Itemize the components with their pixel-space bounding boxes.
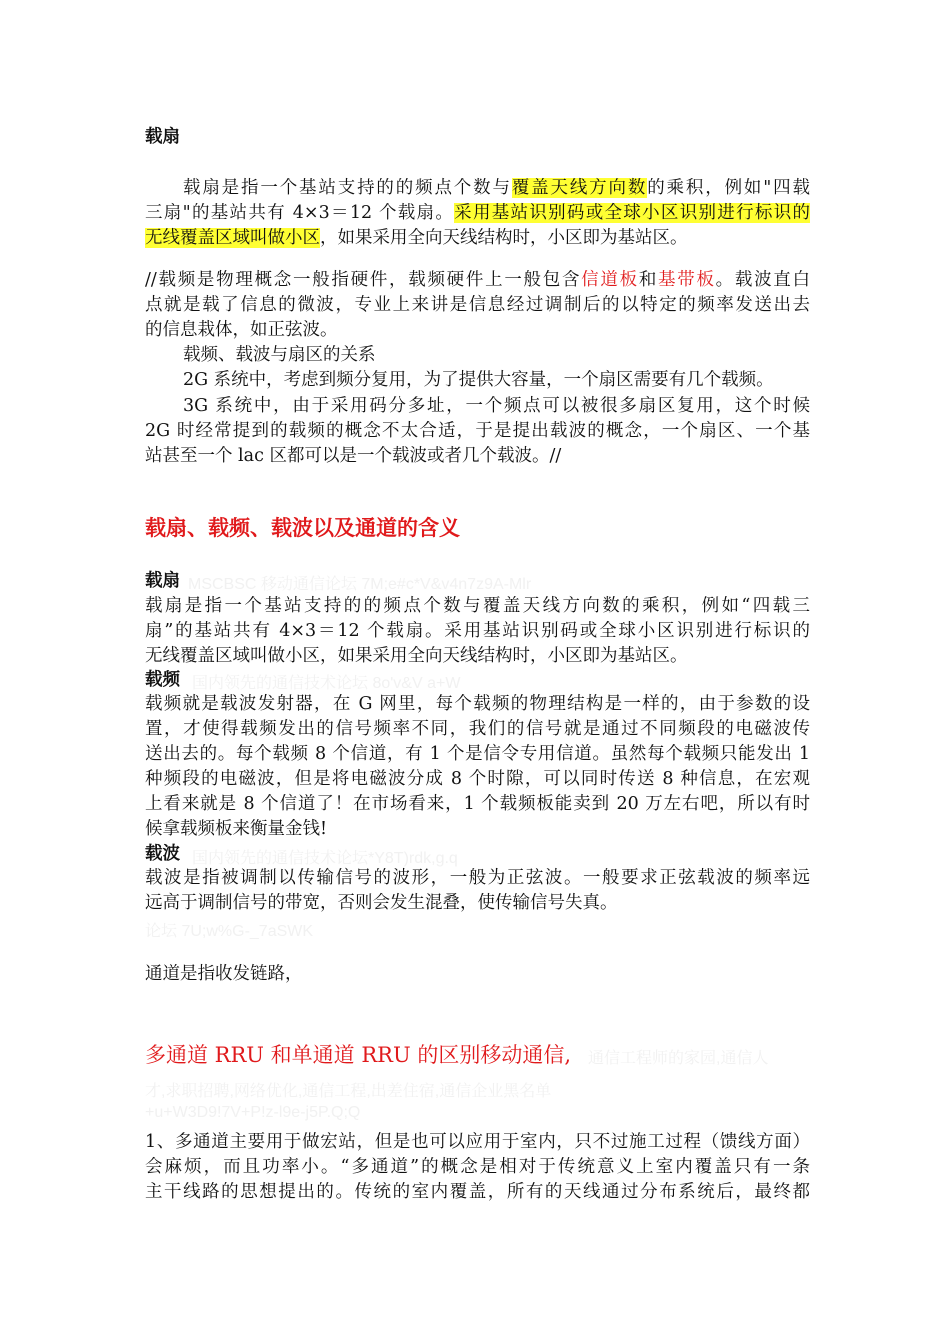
text-span: 载扇是指一个基站支持的的频点个数与 [183,178,512,198]
text-span: 和 [638,270,659,290]
zaishan-line: 扇”的基站共有 4×3＝12 个载扇。采用基站识别码或全球小区识别进行标识的 [145,621,810,641]
zaipin-line: 置，才使得载频发出的信号频率不同，我们的信号就是通过不同频段的电磁波传 [145,719,810,739]
highlight-span: 覆盖天线方向数 [511,178,648,198]
section1-para2-line3: 的信息栽体，如正弦波。 [145,320,338,340]
zaipin-line: 种频段的电磁波，但是将电磁波分成 8 个时隙，可以同时传送 8 种信息，在宏观 [145,769,810,789]
zaibo-line: 远高于调制信号的带宽，否则会发生混叠，使传输信号失真。 [145,893,618,913]
text-span: 。载波直白 [715,270,811,290]
section3-line: 1、多通道主要用于做宏站，但是也可以应用于室内，只不过施工过程（馈线方面） [145,1132,810,1152]
section1-para1-line2 [145,201,810,225]
zaipin-line: 载频就是载波发射器，在 G 网里，每个载频的物理结构是一样的，由于参数的设 [145,694,810,714]
text-span: 的乘积，例如"四载 [647,178,811,198]
red-term: 基带板 [658,270,716,290]
section3-line: 会麻烦，而且功率小。“多通道”的概念是相对于传统意义上室内覆盖只有一条 [145,1157,810,1177]
section1-para2-line1 [145,268,810,292]
red-term: 信道板 [581,270,639,290]
text-span: ，如果采用全向天线结构时，小区即为基站区。 [320,228,688,248]
text-span: //载频是物理概念一般指硬件，载频硬件上一般包含 [145,270,582,290]
zaipin-line: 候拿载频板来衡量金钱! [145,819,328,839]
tongdao-line: 通道是指收发链路， [145,964,303,984]
section1-para1-line3 [145,226,810,250]
text-span: 三扇"的基站共有 4×3＝12 个载扇。 [145,203,455,223]
heading-zaibo: 载波 [145,844,180,864]
zaipin-line: 送出去的。每个载频 8 个信道，有 1 个是信令专用信道。虽然每个载频只能发出 1 [145,744,810,764]
highlight-span: 采用基站识别码或全球小区识别进行标识的 [454,203,810,223]
watermark-text: 国内领先的通信技术论坛*Y8T)rdk,g.q [192,850,458,867]
section1-title: 载扇 [145,127,180,147]
section1-para2-line5: 2G 系统中，考虑到频分复用，为了提供大容量，一个扇区需要有几个载频。 [183,370,774,390]
section1-para2-line7: 2G 时经常提到的载频的概念不太合适，于是提出载波的概念，一个扇区、一个基 [145,421,810,441]
section3-title: 多通道 RRU 和单通道 RRU 的区别移动通信, [145,1043,572,1067]
watermark-text: MSCBSC 移动通信论坛 7M;e#c*V&v4n7z9A-Mlr [188,576,532,593]
watermark-text: 论坛 7U;w%G-_7aSWK [145,923,314,940]
heading-zaipin: 载频 [145,670,180,690]
zaibo-line: 载波是指被调制以传输信号的波形，一般为正弦波。一般要求正弦载波的频率远 [145,868,810,888]
zaipin-line: 上看来就是 8 个信道了！在市场看来，1 个载频板能卖到 20 万左右吧，所以有时 [145,794,810,814]
section2-title: 载扇、载频、载波以及通道的含义 [145,515,460,540]
section3-line: 主干线路的思想提出的。传统的室内覆盖，所有的天线通过分布系统后，最终都 [145,1182,810,1202]
section1-para1-line1 [183,176,810,200]
section1-para2-line8: 站甚至一个 lac 区都可以是一个载波或者几个载波。// [145,446,562,466]
watermark-text: 才,求职招聘,网络优化,通信工程,出差住宿,通信企业黑名单 [145,1083,552,1100]
section1-para2-line6: 3G 系统中，由于采用码分多址，一个频点可以被很多扇区复用，这个时候 [183,396,810,416]
section1-para2-line2: 点就是载了信息的微波，专业上来讲是信息经过调制后的以特定的频率发送出去 [145,295,810,315]
zaishan-line: 无线覆盖区域叫做小区，如果采用全向天线结构时，小区即为基站区。 [145,646,688,666]
watermark-text: 国内领先的通信技术论坛 8o'v&V a+W [192,675,461,692]
highlight-span: 无线覆盖区域叫做小区 [145,228,320,248]
heading-zaishan: 载扇 [145,571,180,591]
zaishan-line: 载扇是指一个基站支持的的频点个数与覆盖天线方向数的乘积，例如“四载三 [145,596,810,616]
watermark-text: 通信工程师的家园,通信人 [588,1050,769,1067]
watermark-text: +u+W3D9!7V+P!z-l9e-j5P.Q;Q [145,1104,361,1121]
section1-para2-line4: 载频、载波与扇区的关系 [183,345,376,365]
